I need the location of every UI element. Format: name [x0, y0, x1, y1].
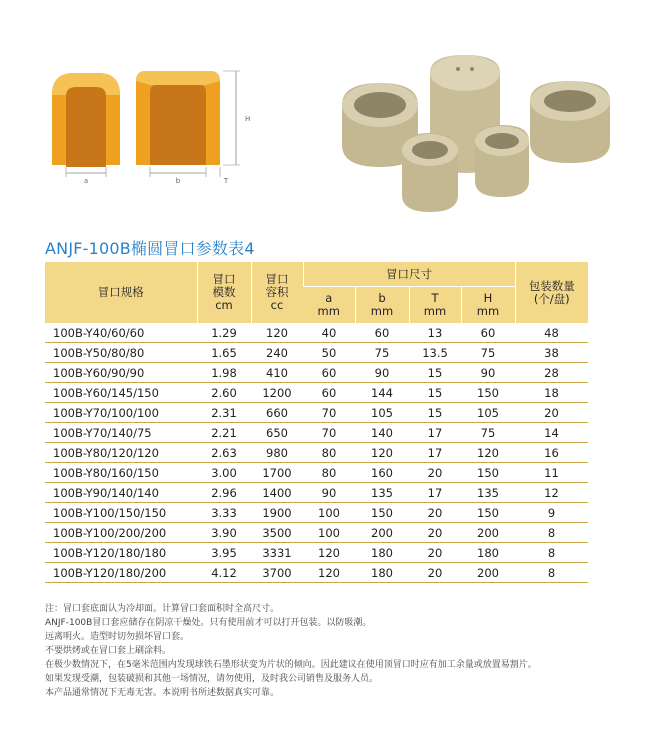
note-line: 如果发现受潮，包装破损和其他一场情况，请勿使用，及时我公司销售及服务人员。: [45, 674, 379, 684]
note-line: ANJF-100B冒口套应储存在阴凉干燥处。只有使用前才可以打开包装。以防吸潮。: [45, 618, 372, 628]
cell-modulus: 3.90: [197, 523, 251, 543]
cell-b: 60: [355, 323, 409, 343]
cell-volume: 980: [251, 443, 303, 463]
page-title: ANJF-100B椭圆冒口参数表4: [45, 239, 255, 258]
cell-b: 180: [355, 543, 409, 563]
cell-spec: 100B-Y50/80/80: [45, 343, 197, 363]
cell-modulus: 3.33: [197, 503, 251, 523]
cell-t: 20: [409, 543, 461, 563]
cell-pack: 48: [515, 323, 588, 343]
cell-b: 180: [355, 563, 409, 583]
table-row: [45, 523, 588, 543]
cell-modulus: 1.29: [197, 323, 251, 343]
cell-pack: 14: [515, 423, 588, 443]
cell-h: 150: [461, 463, 515, 483]
notes: [45, 602, 635, 700]
cell-t: 13.5: [409, 343, 461, 363]
cell-volume: 240: [251, 343, 303, 363]
cell-pack: 16: [515, 443, 588, 463]
cell-h: 180: [461, 543, 515, 563]
dim-t-label: T: [223, 177, 229, 185]
cell-spec: 100B-Y90/140/140: [45, 483, 197, 503]
cell-spec: 100B-Y120/180/200: [45, 563, 197, 583]
cell-a: 70: [303, 423, 355, 443]
header-a: a mm: [303, 287, 355, 324]
cell-t: 17: [409, 483, 461, 503]
cell-b: 150: [355, 503, 409, 523]
cell-a: 40: [303, 323, 355, 343]
cell-b: 144: [355, 383, 409, 403]
note-line: 远离明火。造型时切勿损坏冒口套。: [45, 632, 190, 642]
cell-pack: 28: [515, 363, 588, 383]
cell-a: 60: [303, 363, 355, 383]
cell-a: 60: [303, 383, 355, 403]
cell-modulus: 3.95: [197, 543, 251, 563]
cell-h: 150: [461, 383, 515, 403]
cell-b: 75: [355, 343, 409, 363]
cell-a: 100: [303, 503, 355, 523]
cell-h: 90: [461, 363, 515, 383]
cell-modulus: 2.96: [197, 483, 251, 503]
cell-a: 80: [303, 443, 355, 463]
cell-h: 150: [461, 503, 515, 523]
cell-h: 105: [461, 403, 515, 423]
cell-t: 13: [409, 323, 461, 343]
cell-b: 140: [355, 423, 409, 443]
cell-t: 17: [409, 423, 461, 443]
table-row: [45, 363, 588, 383]
cell-b: 160: [355, 463, 409, 483]
cell-b: 90: [355, 363, 409, 383]
note-line: 在极少数情况下，在5毫米范围内发现球铁石墨形状变为片状的倾向。因此建议在使用顶冒口时应有加工余量或放置易割片。: [45, 660, 537, 670]
cell-pack: 8: [515, 523, 588, 543]
header-h: H mm: [461, 287, 515, 324]
note-line: 不要烘烤或在冒口套上刷涂料。: [45, 646, 172, 656]
table-row: [45, 483, 588, 503]
cell-b: 135: [355, 483, 409, 503]
cell-spec: 100B-Y60/90/90: [45, 363, 197, 383]
cell-modulus: 4.12: [197, 563, 251, 583]
cell-b: 200: [355, 523, 409, 543]
cell-spec: 100B-Y100/150/150: [45, 503, 197, 523]
cell-pack: 12: [515, 483, 588, 503]
cell-pack: 20: [515, 403, 588, 423]
header-modulus: 冒口 模数 cm: [197, 262, 251, 323]
header-spec: 冒口规格: [45, 262, 197, 323]
parameter-table: [45, 262, 588, 583]
cell-volume: 3500: [251, 523, 303, 543]
dim-a-label: a: [83, 177, 89, 185]
table-row: [45, 323, 588, 343]
cell-a: 90: [303, 483, 355, 503]
cell-spec: 100B-Y80/120/120: [45, 443, 197, 463]
cell-volume: 1200: [251, 383, 303, 403]
cell-modulus: 2.31: [197, 403, 251, 423]
cell-spec: 100B-Y120/180/180: [45, 543, 197, 563]
cell-a: 100: [303, 523, 355, 543]
cell-a: 70: [303, 403, 355, 423]
header-volume: 冒口 容积 cc: [251, 262, 303, 323]
cell-volume: 1700: [251, 463, 303, 483]
cell-t: 20: [409, 523, 461, 543]
cell-volume: 3700: [251, 563, 303, 583]
table-row: [45, 403, 588, 423]
cell-a: 120: [303, 563, 355, 583]
cell-volume: 660: [251, 403, 303, 423]
cell-pack: 11: [515, 463, 588, 483]
cell-volume: 1400: [251, 483, 303, 503]
table-row: [45, 443, 588, 463]
table-row: [45, 563, 588, 583]
cell-h: 200: [461, 563, 515, 583]
cell-t: 15: [409, 403, 461, 423]
note-line: 注：冒口套底面认为冷却面。计算冒口套面积时全高尺寸。: [45, 604, 280, 614]
cell-spec: 100B-Y70/100/100: [45, 403, 197, 423]
cell-volume: 410: [251, 363, 303, 383]
cell-b: 105: [355, 403, 409, 423]
cell-h: 75: [461, 343, 515, 363]
cell-modulus: 2.21: [197, 423, 251, 443]
cell-t: 20: [409, 463, 461, 483]
cell-modulus: 2.63: [197, 443, 251, 463]
table-row: [45, 343, 588, 363]
table-row: [45, 383, 588, 403]
cell-t: 20: [409, 563, 461, 583]
table-row: [45, 423, 588, 443]
cell-pack: 8: [515, 543, 588, 563]
cell-b: 120: [355, 443, 409, 463]
cell-volume: 3331: [251, 543, 303, 563]
cell-spec: 100B-Y40/60/60: [45, 323, 197, 343]
sleeve-diagram: [40, 55, 265, 190]
table-row: [45, 463, 588, 483]
cell-t: 15: [409, 383, 461, 403]
cell-h: 60: [461, 323, 515, 343]
cell-h: 75: [461, 423, 515, 443]
cell-spec: 100B-Y80/160/150: [45, 463, 197, 483]
cell-modulus: 1.65: [197, 343, 251, 363]
header-size: 冒口尺寸: [303, 262, 515, 287]
cell-pack: 8: [515, 563, 588, 583]
cell-h: 135: [461, 483, 515, 503]
cell-volume: 650: [251, 423, 303, 443]
cell-spec: 100B-Y100/200/200: [45, 523, 197, 543]
table-row: [45, 543, 588, 563]
cell-t: 15: [409, 363, 461, 383]
cell-modulus: 1.98: [197, 363, 251, 383]
cell-volume: 1900: [251, 503, 303, 523]
cell-modulus: 3.00: [197, 463, 251, 483]
cell-t: 17: [409, 443, 461, 463]
header-pack: 包装数量 (个/盘): [515, 262, 588, 323]
cell-pack: 38: [515, 343, 588, 363]
cell-t: 20: [409, 503, 461, 523]
cell-a: 50: [303, 343, 355, 363]
dim-b-label: b: [175, 177, 181, 185]
cell-pack: 18: [515, 383, 588, 403]
note-line: 本产品通常情况下无毒无害。本说明书所述数据真实可靠。: [45, 688, 280, 698]
header-b: b mm: [355, 287, 409, 324]
table-row: [45, 503, 588, 523]
cell-spec: 100B-Y70/140/75: [45, 423, 197, 443]
cell-h: 200: [461, 523, 515, 543]
dim-h-label: H: [245, 115, 251, 123]
cell-a: 120: [303, 543, 355, 563]
product-photo: [330, 45, 630, 225]
cell-modulus: 2.60: [197, 383, 251, 403]
cell-volume: 120: [251, 323, 303, 343]
cell-spec: 100B-Y60/145/150: [45, 383, 197, 403]
cell-a: 80: [303, 463, 355, 483]
cell-h: 120: [461, 443, 515, 463]
cell-pack: 9: [515, 503, 588, 523]
header-t: T mm: [409, 287, 461, 324]
